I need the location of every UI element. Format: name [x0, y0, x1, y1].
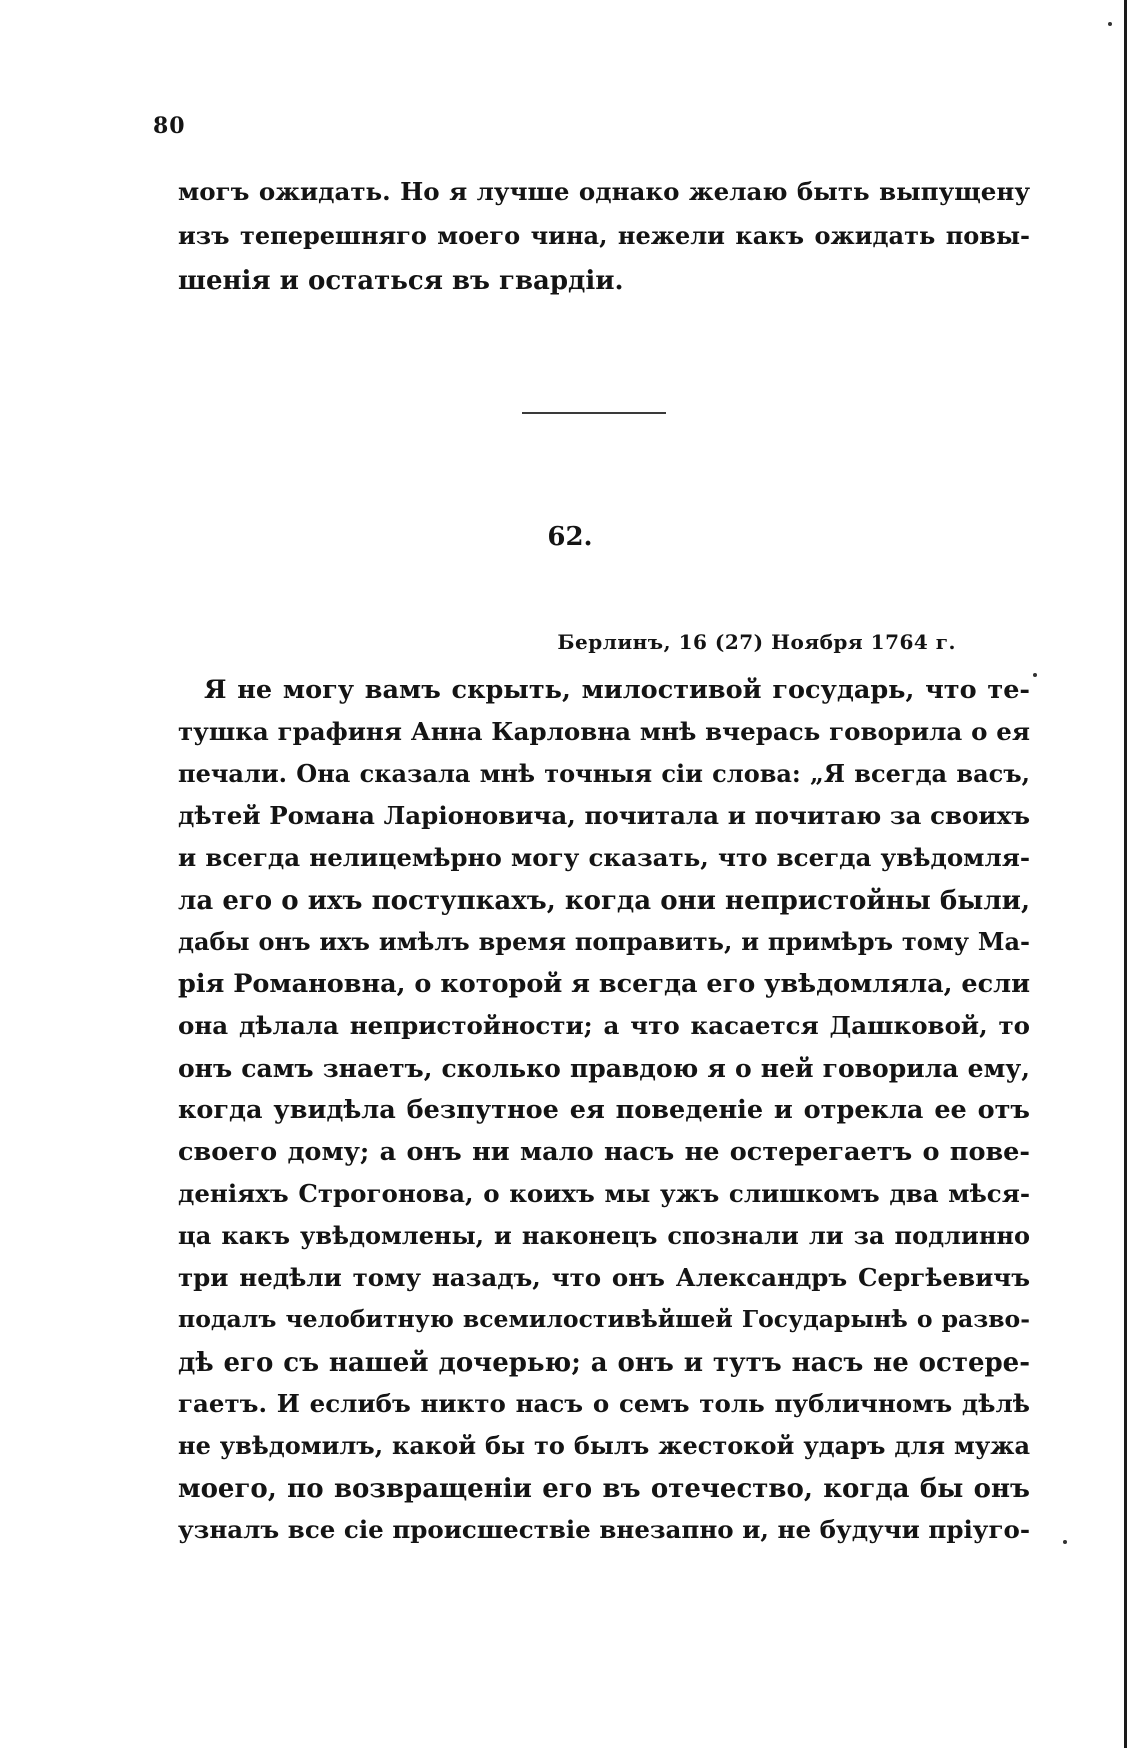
print-speck: [1063, 1540, 1067, 1544]
text-line: шенія и остаться въ гвардіи.: [178, 266, 624, 296]
print-speck: [1033, 673, 1037, 677]
text-line: дѣ его съ нашей дочерью; а онъ и тутъ насъ не остере-: [178, 1348, 1030, 1378]
text-line: подалъ челобитную всемилостивѣйшей Государынѣ о разво-: [178, 1305, 1030, 1333]
text-line: и всегда нелицемѣрно могу сказать, что всегда увѣдомля-: [178, 843, 1030, 872]
section-separator: [522, 412, 666, 414]
print-speck: [1108, 22, 1112, 26]
text-line: рія Романовна, о которой я всегда его увѣдомляла, если: [178, 969, 1030, 999]
text-line: дѣтей Романа Ларіоновича, почитала и почитаю за своихъ: [178, 801, 1030, 830]
page-edge-line: [1124, 0, 1127, 1748]
text-line: не увѣдомилъ, какой бы то былъ жестокой ударъ для мужа: [178, 1431, 1030, 1460]
section-number: 62.: [547, 522, 593, 552]
text-line: печали. Она сказала мнѣ точныя сіи слова: „Я всегда васъ,: [178, 759, 1030, 788]
text-line: дабы онъ ихъ имѣлъ время поправить, и примѣръ тому Ма-: [178, 927, 1030, 956]
text-line: онъ самъ знаетъ, сколько правдою я о ней говорила ему,: [178, 1054, 1030, 1083]
text-line: когда увидѣла безпутное ея поведеніе и отрекла ее отъ: [178, 1095, 1030, 1125]
text-line: своего дому; а онъ ни мало насъ не остерегаетъ о пове-: [178, 1137, 1030, 1167]
letter-dateline: Берлинъ, 16 (27) Ноября 1764 г.: [557, 630, 956, 654]
text-line: моего, по возвращеніи его въ отечество, когда бы онъ: [178, 1474, 1030, 1504]
text-line: изъ теперешняго моего чина, нежели какъ ожидать повы-: [178, 221, 1030, 250]
text-line: ца какъ увѣдомлены, и наконецъ спознали ли за подлинно: [178, 1221, 1030, 1250]
text-line: она дѣлала непристойности; а что касается Дашковой, то: [178, 1011, 1030, 1040]
text-line: деніяхъ Строгонова, о коихъ мы ужъ слишкомъ два мѣся-: [178, 1179, 1030, 1208]
text-line: могъ ожидать. Но я лучше однако желаю быть выпущену: [178, 177, 1030, 206]
text-line: гаетъ. И еслибъ никто насъ о семъ толь публичномъ дѣлѣ: [178, 1389, 1030, 1418]
text-line: три недѣли тому назадъ, что онъ Александръ Сергѣевичъ: [178, 1263, 1030, 1292]
text-line: тушка графиня Анна Карловна мнѣ вчерась говорила о ея: [178, 717, 1030, 746]
text-line: узналъ все сіе происшествіе внезапно и, не будучи пріуго-: [178, 1515, 1030, 1544]
text-line: Я не могу вамъ скрыть, милостивой государь, что те-: [204, 675, 1030, 705]
text-line: ла его о ихъ поступкахъ, когда они непристойны были,: [178, 886, 1030, 916]
page-number: 80: [153, 113, 186, 139]
